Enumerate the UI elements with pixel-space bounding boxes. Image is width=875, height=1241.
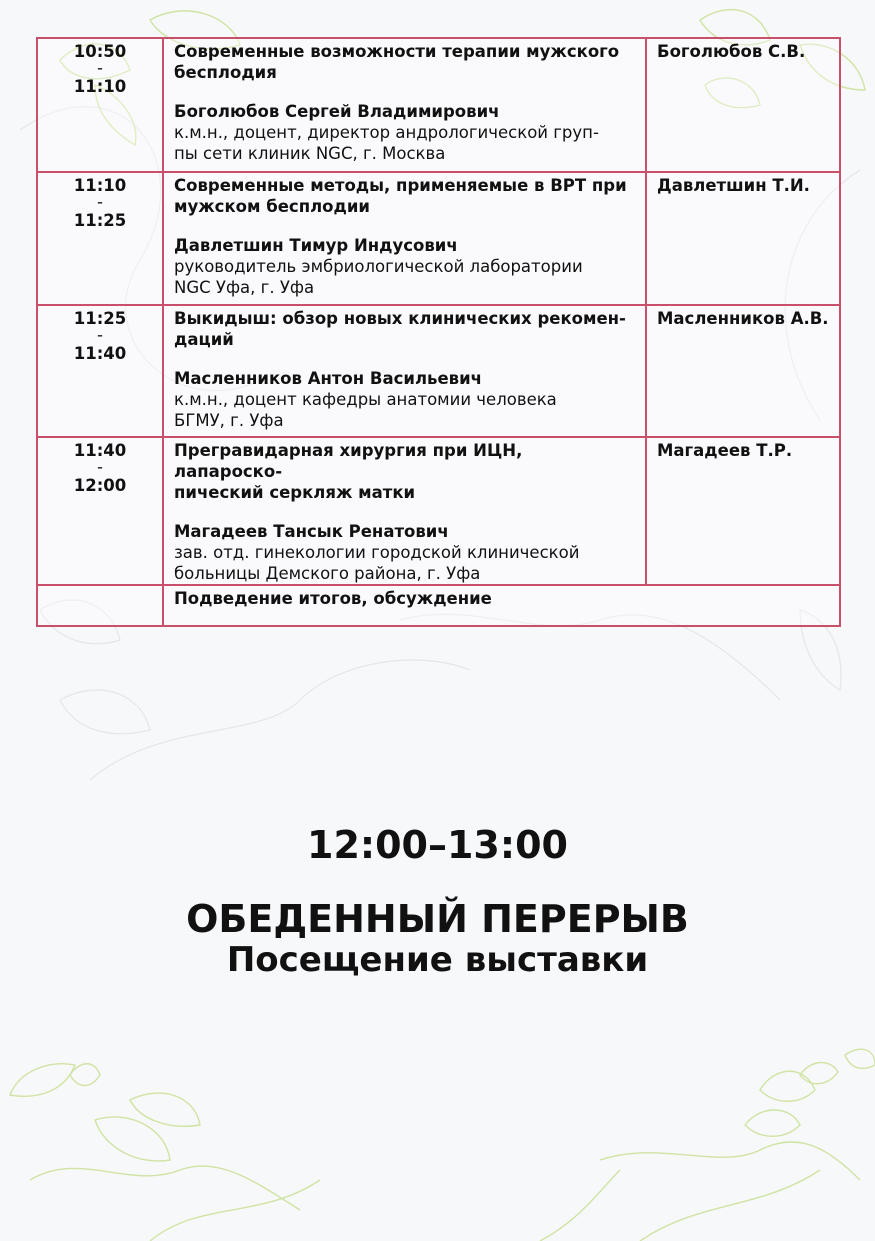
summary-row [37,585,840,626]
talk-title-line: Прегравидарная хирургия при ИЦН, лапароско- [174,441,523,481]
affiliation-line: пы сети клиник NGC, г. Москва [174,144,446,163]
time-cell [37,437,163,585]
topic-cell [163,172,646,305]
affiliation-line: к.м.н., доцент кафедры анатомии человека [174,390,557,409]
talk-title-line: бесплодия [174,63,277,82]
lunch-title: ОБЕДЕННЫЙ ПЕРЕРЫВ [186,897,689,941]
schedule-row [37,437,840,585]
speaker-name: Масленников Антон Васильевич [174,369,482,388]
talk-title [174,440,635,503]
speaker-name: Давлетшин Тимур Индусович [174,236,458,255]
affiliation-line: к.м.н., доцент, директор андрологической груп- [174,123,599,142]
chair-cell: Масленников А.В. [646,305,840,437]
time-start: 10:50 [73,42,127,61]
talk-title-line: мужском бесплодии [174,197,370,216]
time-end: 11:25 [73,211,127,230]
time-dash: – [97,62,103,75]
summary-cell [163,585,840,626]
lunch-subtitle: Посещение выставки [226,940,649,980]
time-cell [37,305,163,437]
lunch-time: 12:00–13:00 [307,823,568,867]
chair-cell: Боголюбов С.В. [646,38,840,172]
summary-title: Подведение итогов, обсуждение [174,589,492,608]
talk-title-line: пический серкляж матки [174,483,416,502]
time-end: 12:00 [73,476,127,495]
program-table [36,37,841,627]
talk-title-line: Выкидыш: обзор новых клинических рекомен- [174,309,626,328]
time-dash: – [97,196,103,209]
affiliation-line: руководитель эмбриологической лаборатории [174,257,583,276]
talk-title-line: даций [174,330,234,349]
affiliation-line: БГМУ, г. Уфа [174,411,284,430]
speaker-affiliation [174,389,635,431]
time-dash: – [97,329,103,342]
time-start: 11:10 [73,176,127,195]
time-start: 11:25 [73,309,127,328]
time-cell [37,172,163,305]
chair-cell: Магадеев Т.Р. [646,437,840,585]
chair-cell: Давлетшин Т.И. [646,172,840,305]
talk-title [174,175,635,217]
topic-cell [163,38,646,172]
talk-title-line: Современные возможности терапии мужского [174,42,620,61]
affiliation-line: NGC Уфа, г. Уфа [174,278,315,297]
topic-cell [163,305,646,437]
time-cell [37,38,163,172]
time-start: 11:40 [73,441,127,460]
schedule-row [37,172,840,305]
talk-title [174,41,635,83]
talk-title [174,308,635,350]
time-end: 11:40 [73,344,127,363]
summary-time-cell [37,585,163,626]
time-dash: – [97,461,103,474]
speaker-name: Магадеев Тансык Ренатович [174,522,449,541]
time-end: 11:10 [73,77,127,96]
speaker-affiliation [174,256,635,298]
speaker-affiliation [174,122,635,164]
affiliation-line: больницы Демского района, г. Уфа [174,564,481,583]
schedule-row [37,305,840,437]
topic-cell [163,437,646,585]
talk-title-line: Современные методы, применяемые в ВРТ при [174,176,627,195]
speaker-affiliation [174,542,635,584]
affiliation-line: зав. отд. гинекологии городской клинической [174,543,580,562]
speaker-name: Боголюбов Сергей Владимирович [174,102,500,121]
schedule-row [37,38,840,172]
